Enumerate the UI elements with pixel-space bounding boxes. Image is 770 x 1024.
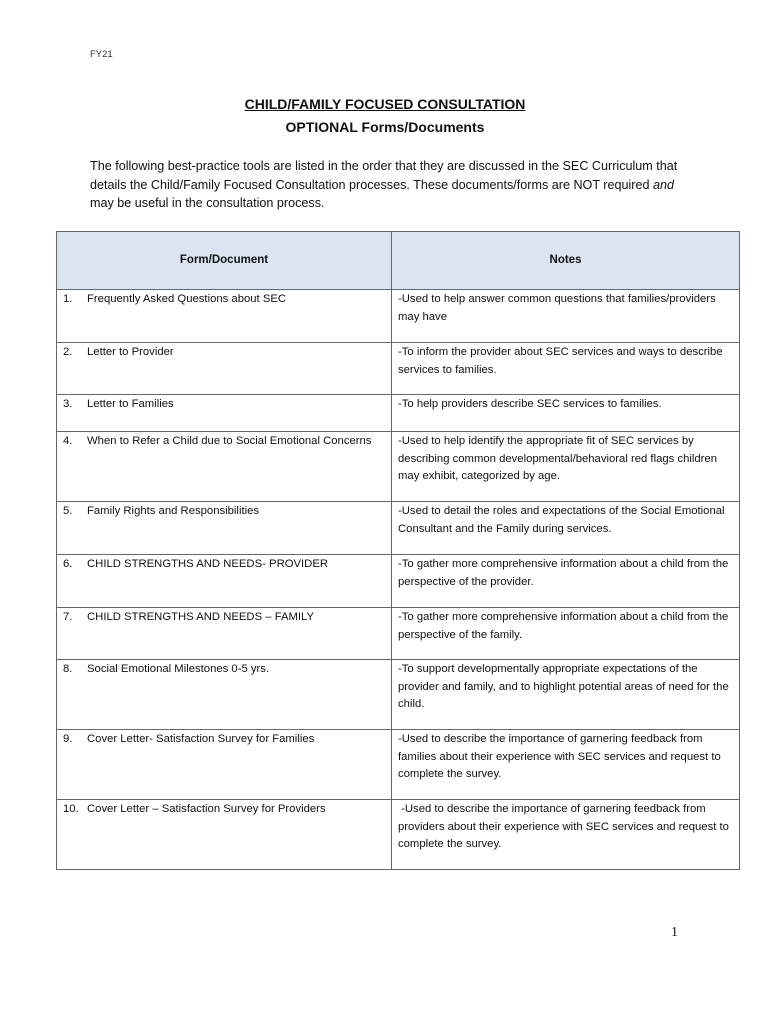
form-name: Family Rights and Responsibilities	[87, 505, 260, 517]
intro-text-part1: The following best-practice tools are listed in the order that they are discussed in the SEC Curriculum that details the Child/Family Focused Consultation processes. These documents/forms are NOT required	[90, 159, 678, 192]
notes-cell	[392, 608, 740, 660]
row-number: 3.	[63, 398, 73, 410]
form-cell	[57, 608, 392, 660]
note-text: -To help providers describe SEC services to families.	[398, 398, 662, 410]
fiscal-year-label: FY21	[90, 49, 113, 60]
page-number: 1	[671, 925, 678, 940]
note-text: -Used to help answer common questions that families/providers may have	[398, 293, 716, 323]
table-row	[57, 555, 740, 608]
row-number: 8.	[63, 663, 73, 675]
form-cell	[57, 660, 392, 730]
table-header-row	[57, 232, 740, 290]
notes-cell	[392, 800, 740, 870]
form-cell	[57, 343, 392, 395]
note-text: -Used to describe the importance of garnering feedback from families about their experience with SEC services and request to complete the survey.	[398, 733, 721, 780]
row-number: 5.	[63, 505, 73, 517]
form-cell	[57, 290, 392, 343]
table-row	[57, 660, 740, 730]
form-cell	[57, 432, 392, 502]
notes-cell	[392, 555, 740, 608]
form-name: Social Emotional Milestones 0-5 yrs.	[87, 663, 270, 675]
notes-cell	[392, 502, 740, 555]
row-number: 1.	[63, 293, 73, 305]
form-name: Cover Letter- Satisfaction Survey for Families	[87, 733, 315, 745]
note-text: -Used to describe the importance of garnering feedback from providers about their experience with SEC services and request to complete the survey.	[398, 803, 733, 850]
form-name: CHILD STRENGTHS AND NEEDS – FAMILY	[87, 611, 315, 623]
note-text: -Used to help identify the appropriate fit of SEC services by describing common developmental/behavioral red flags children may exhibit, categorized by age.	[398, 435, 717, 482]
note-text: -To gather more comprehensive information about a child from the perspective of the provider.	[398, 558, 729, 588]
table-row	[57, 608, 740, 660]
forms-table	[56, 231, 740, 870]
table-row	[57, 343, 740, 395]
form-cell	[57, 730, 392, 800]
note-text: -To inform the provider about SEC services and ways to describe services to families.	[398, 346, 723, 376]
note-text: -To support developmentally appropriate expectations of the provider and family, and to highlight potential areas of need for the child.	[398, 663, 729, 710]
table-row	[57, 290, 740, 343]
document-title: CHILD/FAMILY FOCUSED CONSULTATION	[244, 96, 526, 112]
document-subtitle: OPTIONAL Forms/Documents	[285, 119, 485, 135]
note-text: -To gather more comprehensive information about a child from the perspective of the family.	[398, 611, 729, 641]
row-number: 2.	[63, 346, 73, 358]
row-number: 10.	[63, 803, 79, 815]
form-cell	[57, 502, 392, 555]
column-header-form: Form/Document	[57, 232, 392, 290]
note-text: -Used to detail the roles and expectations of the Social Emotional Consultant and the Family during services.	[398, 505, 725, 535]
notes-cell	[392, 290, 740, 343]
form-cell	[57, 800, 392, 870]
intro-emphasis: and	[653, 177, 675, 192]
table-row	[57, 800, 740, 870]
form-name: Cover Letter – Satisfaction Survey for Providers	[87, 803, 326, 815]
form-name: Letter to Families	[87, 398, 174, 410]
form-name: CHILD STRENGTHS AND NEEDS- PROVIDER	[87, 558, 329, 570]
notes-cell	[392, 343, 740, 395]
row-number: 7.	[63, 611, 73, 623]
form-cell	[57, 395, 392, 432]
form-name: Frequently Asked Questions about SEC	[87, 293, 287, 305]
form-cell	[57, 555, 392, 608]
form-name: When to Refer a Child due to Social Emotional Concerns	[87, 435, 372, 447]
table-row	[57, 432, 740, 502]
intro-text-part2: may be useful in the consultation process.	[90, 196, 325, 210]
row-number: 4.	[63, 435, 73, 447]
table-row	[57, 730, 740, 800]
form-name: Letter to Provider	[87, 346, 174, 358]
table-row	[57, 395, 740, 432]
notes-cell	[392, 660, 740, 730]
column-header-notes: Notes	[392, 232, 740, 290]
row-number: 6.	[63, 558, 73, 570]
notes-cell	[392, 395, 740, 432]
table-row	[57, 502, 740, 555]
notes-cell	[392, 432, 740, 502]
row-number: 9.	[63, 733, 73, 745]
notes-cell	[392, 730, 740, 800]
intro-paragraph	[90, 157, 700, 213]
